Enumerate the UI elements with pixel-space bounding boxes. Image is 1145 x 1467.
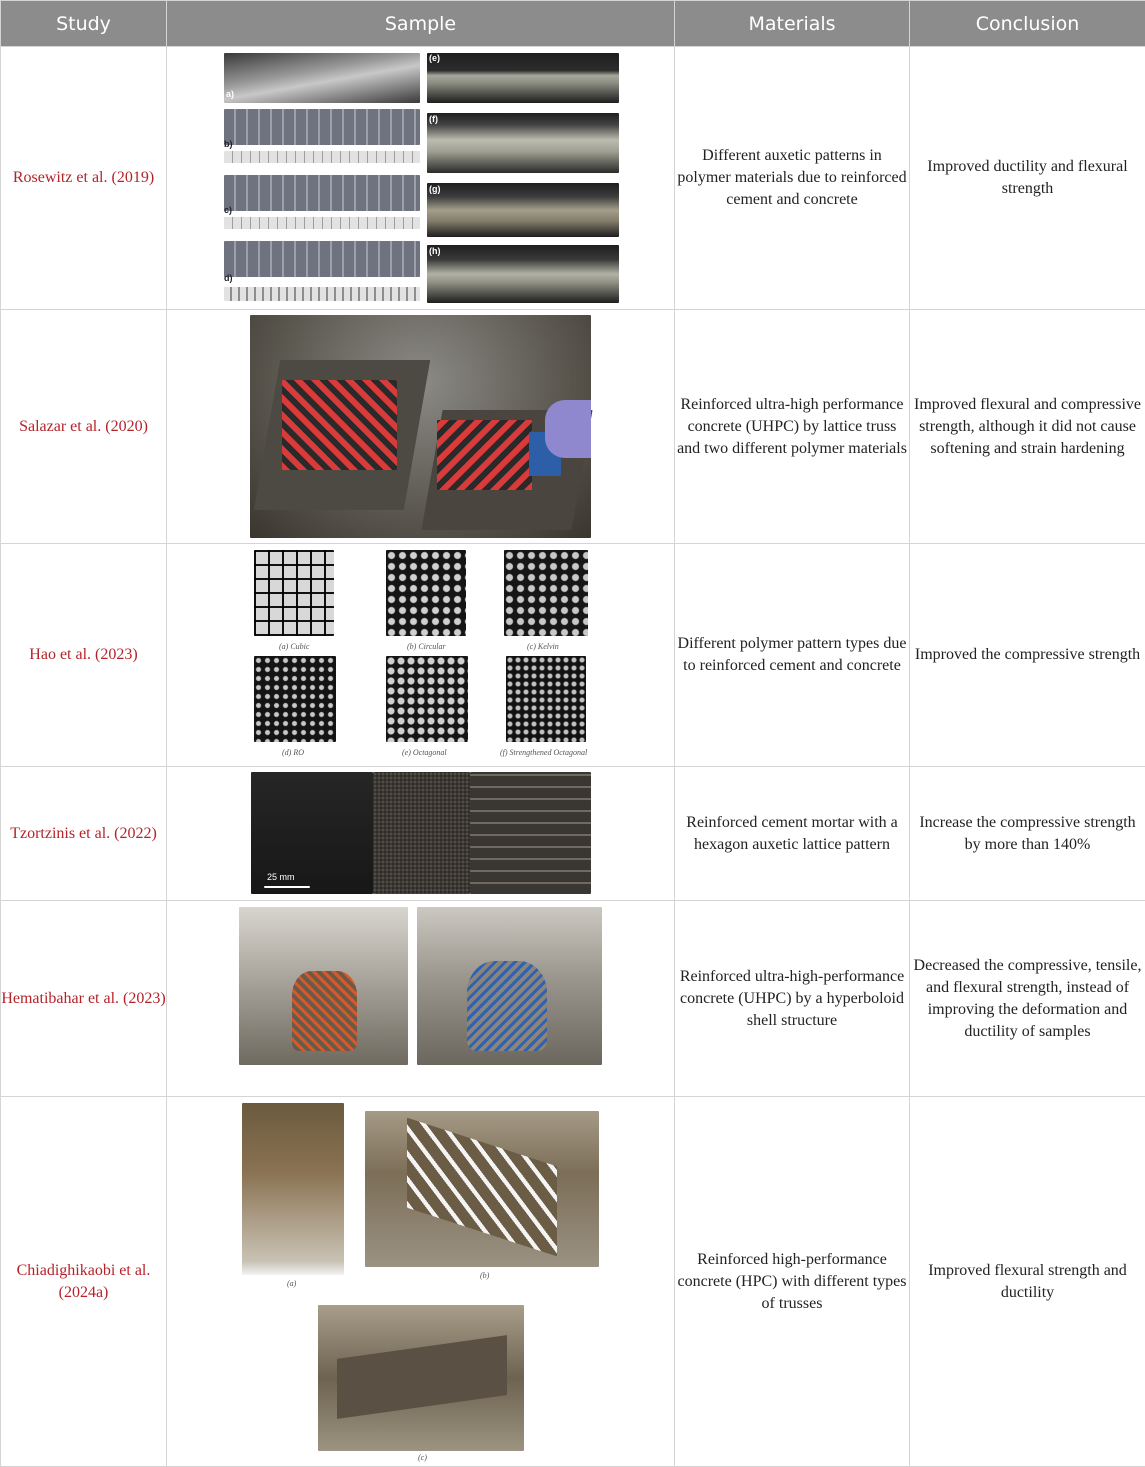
panel-label: (g) [429,184,441,194]
panel-label: (h) [429,246,441,256]
header-materials: Materials [675,1,910,47]
panel-label: c) [224,205,232,215]
study-link[interactable]: Rosewitz et al. (2019) [1,47,167,310]
beam-photo-g [427,183,619,237]
glove [545,400,591,458]
header-study: Study [1,1,167,47]
sample-figure-salazar [167,310,675,543]
scale-label: 25 mm [267,872,295,882]
panel-label: b) [224,139,233,149]
caption: (b) [480,1271,489,1280]
sample-cell [167,1097,675,1467]
conclusion-text: Increase the compressive strength by more than 140% [910,767,1145,901]
sample-figure-chiadighikaobi [167,1097,675,1466]
panel-label: d) [224,273,233,283]
table-row [1,767,1145,901]
study-link[interactable]: Tzortzinis et al. (2022) [1,767,167,901]
blue-shell [467,961,547,1051]
table-row [1,901,1145,1097]
lattice-render-b [224,109,420,145]
lattice-left-red [282,380,397,470]
study-link[interactable]: Salazar et al. (2020) [1,310,167,544]
lattice-plan-b [224,151,420,163]
beam-photo-a [224,53,420,103]
materials-text: Reinforced ultra-high-performance concrete (UHPC) by a hyperboloid shell structure [675,901,910,1097]
caption: (f) Strengthened Octagonal [500,748,587,757]
study-link[interactable]: Hao et al. (2023) [1,544,167,767]
table-row [1,47,1145,310]
lattice-ro [254,656,336,742]
lattice-render-d [224,241,420,277]
header-row [1,1,1145,47]
empty-mold-photo [242,1103,344,1275]
sample-figure-rosewitz [167,47,675,309]
sample-figure-hao [167,544,675,766]
sample-cell [167,901,675,1097]
lattice-plan-c [224,217,420,229]
conclusion-text: Improved the compressive strength [910,544,1145,767]
lattice-render-c [224,175,420,211]
materials-text: Reinforced ultra-high performance concrete (UHPC) by lattice truss and two different polymer materials [675,310,910,544]
sample-cell [167,767,675,901]
lattice-cubic [254,550,334,636]
table-row [1,310,1145,544]
materials-text: Reinforced high-performance concrete (HPC) with different types of trusses [675,1097,910,1467]
panel-label: (e) [429,53,440,63]
caption: (c) Kelvin [527,642,559,651]
lattice-kelvin [504,550,588,636]
caption: (d) RO [282,748,304,757]
materials-text: Different auxetic patterns in polymer materials due to reinforced cement and concrete [675,47,910,310]
header-conclusion: Conclusion [910,1,1145,47]
conclusion-text: Improved flexural strength and ductility [910,1097,1145,1467]
caption: (b) Circular [407,642,446,651]
sample-figure-hematibahar [167,901,675,1096]
caption: (e) Octagonal [402,748,447,757]
sample-figure-tzortzinis [167,767,675,900]
conclusion-text: Decreased the compressive, tensile, and flexural strength, instead of improving the deformation and ductility of samples [910,901,1145,1097]
panel-label: (f) [429,114,438,124]
scale-bar [264,886,310,888]
lattice-plan-d [224,287,420,301]
lattice-strengthened-octagonal [506,656,586,742]
conclusion-text: Improved flexural and compressive strength, although it did not cause softening and strain hardening [910,310,1145,544]
block-lattice [470,772,591,894]
materials-text: Different polymer pattern types due to reinforced cement and concrete [675,544,910,767]
beam-photo-f [427,113,619,173]
header-sample: Sample [167,1,675,47]
orange-shell [292,971,357,1051]
caption: (c) [418,1453,427,1462]
sample-cell [167,544,675,767]
caption: (a) [287,1279,296,1288]
sample-cell [167,310,675,544]
table-row [1,544,1145,767]
study-link[interactable]: Hematibahar et al. (2023) [1,901,167,1097]
beam-photo-e [427,53,619,103]
table-row [1,1097,1145,1467]
sample-cell [167,47,675,310]
lattice-circular [386,550,466,636]
beam-photo-h [427,245,619,303]
materials-text: Reinforced cement mortar with a hexagon auxetic lattice pattern [675,767,910,901]
panel-label: a) [226,89,234,99]
lattice-right-red [437,420,532,490]
block-fractured [373,772,470,894]
caption: (a) Cubic [279,642,309,651]
conclusion-text: Improved ductility and flexural strength [910,47,1145,310]
study-link[interactable]: Chiadighikaobi et al. (2024a) [1,1097,167,1467]
lattice-octagonal [386,656,468,742]
